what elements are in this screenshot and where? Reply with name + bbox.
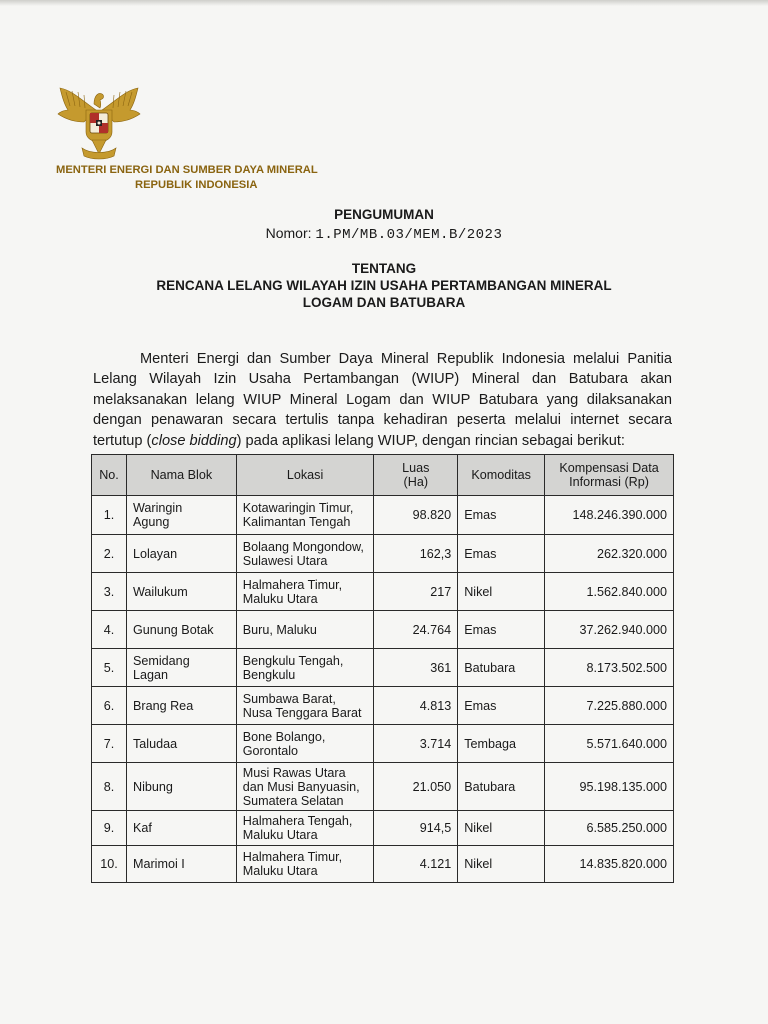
cell-lokasi-line: Sumbawa Barat, bbox=[242, 691, 336, 706]
table-row bbox=[92, 611, 674, 649]
cell-komoditas: Emas bbox=[458, 611, 545, 649]
table-row bbox=[92, 687, 674, 725]
cell-nama-blok-line: Wailukum bbox=[132, 584, 188, 599]
scan-top-edge bbox=[0, 0, 768, 6]
cell-lokasi-line: Halmahera Timur, bbox=[242, 577, 343, 592]
cell-lokasi-line: Buru, Maluku bbox=[242, 622, 317, 637]
cell-no: 1. bbox=[92, 496, 127, 535]
cell-nama-blok bbox=[126, 573, 236, 611]
table-row bbox=[92, 496, 674, 535]
cell-kompensasi: 5.571.640.000 bbox=[545, 725, 674, 763]
cell-luas: 217 bbox=[374, 573, 458, 611]
cell-nama-blok-line: Nibung bbox=[132, 779, 173, 794]
subject-line-2: LOGAM DAN BATUBARA bbox=[302, 295, 466, 310]
cell-nama-blok-line: Semidang bbox=[132, 653, 190, 668]
cell-lokasi-line: Kalimantan Tengah bbox=[242, 515, 351, 529]
cell-lokasi bbox=[236, 611, 374, 649]
cell-lokasi-line: Bolaang Mongondow, bbox=[242, 539, 364, 554]
header-kompensasi-line-1: Kompensasi Data bbox=[559, 461, 659, 475]
cell-komoditas: Nikel bbox=[458, 846, 545, 883]
cell-lokasi bbox=[236, 763, 374, 811]
cell-nama-blok-line: Agung bbox=[132, 515, 170, 529]
cell-nama-blok bbox=[126, 725, 236, 763]
intro-line-4: dengan penawaran secara tertulis tanpa kehadiran peserta melalui internet secara bbox=[93, 412, 672, 429]
cell-komoditas: Tembaga bbox=[458, 725, 545, 763]
cell-lokasi-line: Bengkulu bbox=[242, 667, 296, 682]
header-lokasi: Lokasi bbox=[236, 455, 374, 496]
nomor-label: Nomor: bbox=[265, 225, 312, 241]
cell-kompensasi: 8.173.502.500 bbox=[545, 649, 674, 687]
intro-line-1: Menteri Energi dan Sumber Daya Mineral Republik Indonesia melalui Panitia bbox=[140, 351, 672, 367]
cell-kompensasi: 262.320.000 bbox=[545, 535, 674, 573]
cell-kompensasi: 37.262.940.000 bbox=[545, 611, 674, 649]
cell-kompensasi: 6.585.250.000 bbox=[545, 811, 674, 846]
intro-line-5-post: ) pada aplikasi lelang WIUP, dengan rincian sebagai berikut: bbox=[236, 432, 625, 449]
ministry-country: REPUBLIK INDONESIA bbox=[135, 179, 258, 191]
cell-no: 10. bbox=[92, 846, 127, 883]
cell-kompensasi: 148.246.390.000 bbox=[545, 496, 674, 535]
cell-lokasi-line: Maluku Utara bbox=[242, 864, 318, 878]
cell-luas: 24.764 bbox=[374, 611, 458, 649]
announcement-title: PENGUMUMAN bbox=[334, 207, 434, 222]
cell-no: 6. bbox=[92, 687, 127, 725]
intro-line-3: melaksanakan lelang WIUP Mineral Logam dan WIUP Batubara yang dilaksanakan bbox=[93, 391, 672, 408]
garuda-emblem-icon bbox=[54, 82, 144, 162]
header-no: No. bbox=[92, 455, 127, 496]
cell-lokasi bbox=[236, 535, 374, 573]
cell-lokasi bbox=[236, 687, 374, 725]
cell-nama-blok-line: Waringin bbox=[132, 501, 183, 515]
announcement-subject bbox=[0, 277, 768, 311]
table-header-row bbox=[92, 455, 674, 496]
cell-komoditas: Emas bbox=[458, 535, 545, 573]
header-komoditas: Komoditas bbox=[458, 455, 545, 496]
cell-luas: 98.820 bbox=[374, 496, 458, 535]
auction-table bbox=[91, 454, 674, 883]
tentang-heading: TENTANG bbox=[351, 261, 417, 276]
cell-no: 3. bbox=[92, 573, 127, 611]
cell-lokasi-line: Kotawaringin Timur, bbox=[242, 501, 354, 515]
table-row bbox=[92, 846, 674, 883]
cell-lokasi bbox=[236, 846, 374, 883]
table-row bbox=[92, 725, 674, 763]
cell-lokasi bbox=[236, 573, 374, 611]
cell-nama-blok bbox=[126, 763, 236, 811]
cell-lokasi-line: Halmahera Tengah, bbox=[242, 814, 353, 828]
cell-kompensasi: 14.835.820.000 bbox=[545, 846, 674, 883]
table-row bbox=[92, 573, 674, 611]
cell-lokasi bbox=[236, 725, 374, 763]
cell-luas: 361 bbox=[374, 649, 458, 687]
intro-line-2: Lelang Wilayah Izin Usaha Pertambangan (WIUP) Mineral dan Batubara akan bbox=[93, 371, 672, 388]
cell-luas: 3.714 bbox=[374, 725, 458, 763]
cell-nama-blok-line: Taludaa bbox=[132, 736, 178, 751]
cell-nama-blok bbox=[126, 649, 236, 687]
cell-kompensasi: 7.225.880.000 bbox=[545, 687, 674, 725]
cell-komoditas: Nikel bbox=[458, 811, 545, 846]
nomor-value: 1.PM/MB.03/MEM.B/2023 bbox=[315, 227, 503, 243]
cell-lokasi-line: Maluku Utara bbox=[242, 828, 318, 842]
table-body bbox=[92, 496, 674, 883]
cell-lokasi bbox=[236, 811, 374, 846]
header-kompensasi bbox=[545, 455, 674, 496]
table-row bbox=[92, 811, 674, 846]
subject-line-1: RENCANA LELANG WILAYAH IZIN USAHA PERTAMBANGAN MINERAL bbox=[156, 278, 612, 293]
intro-line-5-italic: close bidding bbox=[151, 432, 237, 449]
cell-komoditas: Emas bbox=[458, 687, 545, 725]
cell-no: 9. bbox=[92, 811, 127, 846]
cell-lokasi bbox=[236, 496, 374, 535]
cell-lokasi-line: Bengkulu Tengah, bbox=[242, 653, 344, 668]
header-kompensasi-line-2: Informasi (Rp) bbox=[569, 475, 649, 489]
cell-luas: 4.813 bbox=[374, 687, 458, 725]
cell-luas: 914,5 bbox=[374, 811, 458, 846]
ministry-title: MENTERI ENERGI DAN SUMBER DAYA MINERAL bbox=[56, 164, 318, 176]
header-luas bbox=[374, 455, 458, 496]
cell-lokasi-line: dan Musi Banyuasin, bbox=[242, 779, 360, 794]
cell-luas: 21.050 bbox=[374, 763, 458, 811]
cell-nama-blok bbox=[126, 611, 236, 649]
cell-no: 2. bbox=[92, 535, 127, 573]
cell-lokasi-line: Bone Bolango, bbox=[242, 729, 326, 744]
cell-nama-blok bbox=[126, 846, 236, 883]
cell-nama-blok-line: Kaf bbox=[132, 821, 152, 835]
cell-no: 4. bbox=[92, 611, 127, 649]
cell-nama-blok bbox=[126, 496, 236, 535]
table-row bbox=[92, 535, 674, 573]
intro-line-5-pre: tertutup ( bbox=[93, 432, 152, 449]
cell-nama-blok bbox=[126, 687, 236, 725]
cell-no: 5. bbox=[92, 649, 127, 687]
cell-nama-blok-line: Lagan bbox=[132, 667, 169, 682]
cell-lokasi-line: Nusa Tenggara Barat bbox=[242, 705, 362, 720]
cell-nama-blok bbox=[126, 811, 236, 846]
cell-komoditas: Batubara bbox=[458, 649, 545, 687]
cell-lokasi-line: Sulawesi Utara bbox=[242, 553, 328, 568]
header-nama-blok: Nama Blok bbox=[126, 455, 236, 496]
table-row bbox=[92, 649, 674, 687]
cell-nama-blok-line: Brang Rea bbox=[132, 698, 194, 713]
cell-lokasi-line: Sumatera Selatan bbox=[242, 793, 344, 808]
cell-nama-blok-line: Marimoi I bbox=[132, 857, 185, 871]
cell-komoditas: Batubara bbox=[458, 763, 545, 811]
cell-kompensasi: 95.198.135.000 bbox=[545, 763, 674, 811]
cell-luas: 162,3 bbox=[374, 535, 458, 573]
cell-kompensasi: 1.562.840.000 bbox=[545, 573, 674, 611]
intro-line-5 bbox=[93, 431, 672, 451]
cell-lokasi-line: Gorontalo bbox=[242, 743, 299, 758]
cell-lokasi-line: Maluku Utara bbox=[242, 591, 318, 606]
cell-luas: 4.121 bbox=[374, 846, 458, 883]
cell-lokasi-line: Halmahera Timur, bbox=[242, 850, 343, 864]
cell-nama-blok bbox=[126, 535, 236, 573]
ministry-header bbox=[56, 163, 356, 193]
cell-nama-blok-line: Lolayan bbox=[132, 546, 178, 561]
cell-komoditas: Nikel bbox=[458, 573, 545, 611]
cell-no: 8. bbox=[92, 763, 127, 811]
table-row bbox=[92, 763, 674, 811]
cell-komoditas: Emas bbox=[458, 496, 545, 535]
cell-no: 7. bbox=[92, 725, 127, 763]
cell-nama-blok-line: Gunung Botak bbox=[132, 622, 214, 637]
header-luas-line-2: (Ha) bbox=[403, 475, 429, 489]
cell-lokasi bbox=[236, 649, 374, 687]
intro-paragraph bbox=[93, 349, 672, 451]
header-luas-line-1: Luas bbox=[402, 461, 430, 475]
announcement-number bbox=[0, 225, 768, 243]
cell-lokasi-line: Musi Rawas Utara bbox=[242, 765, 346, 780]
